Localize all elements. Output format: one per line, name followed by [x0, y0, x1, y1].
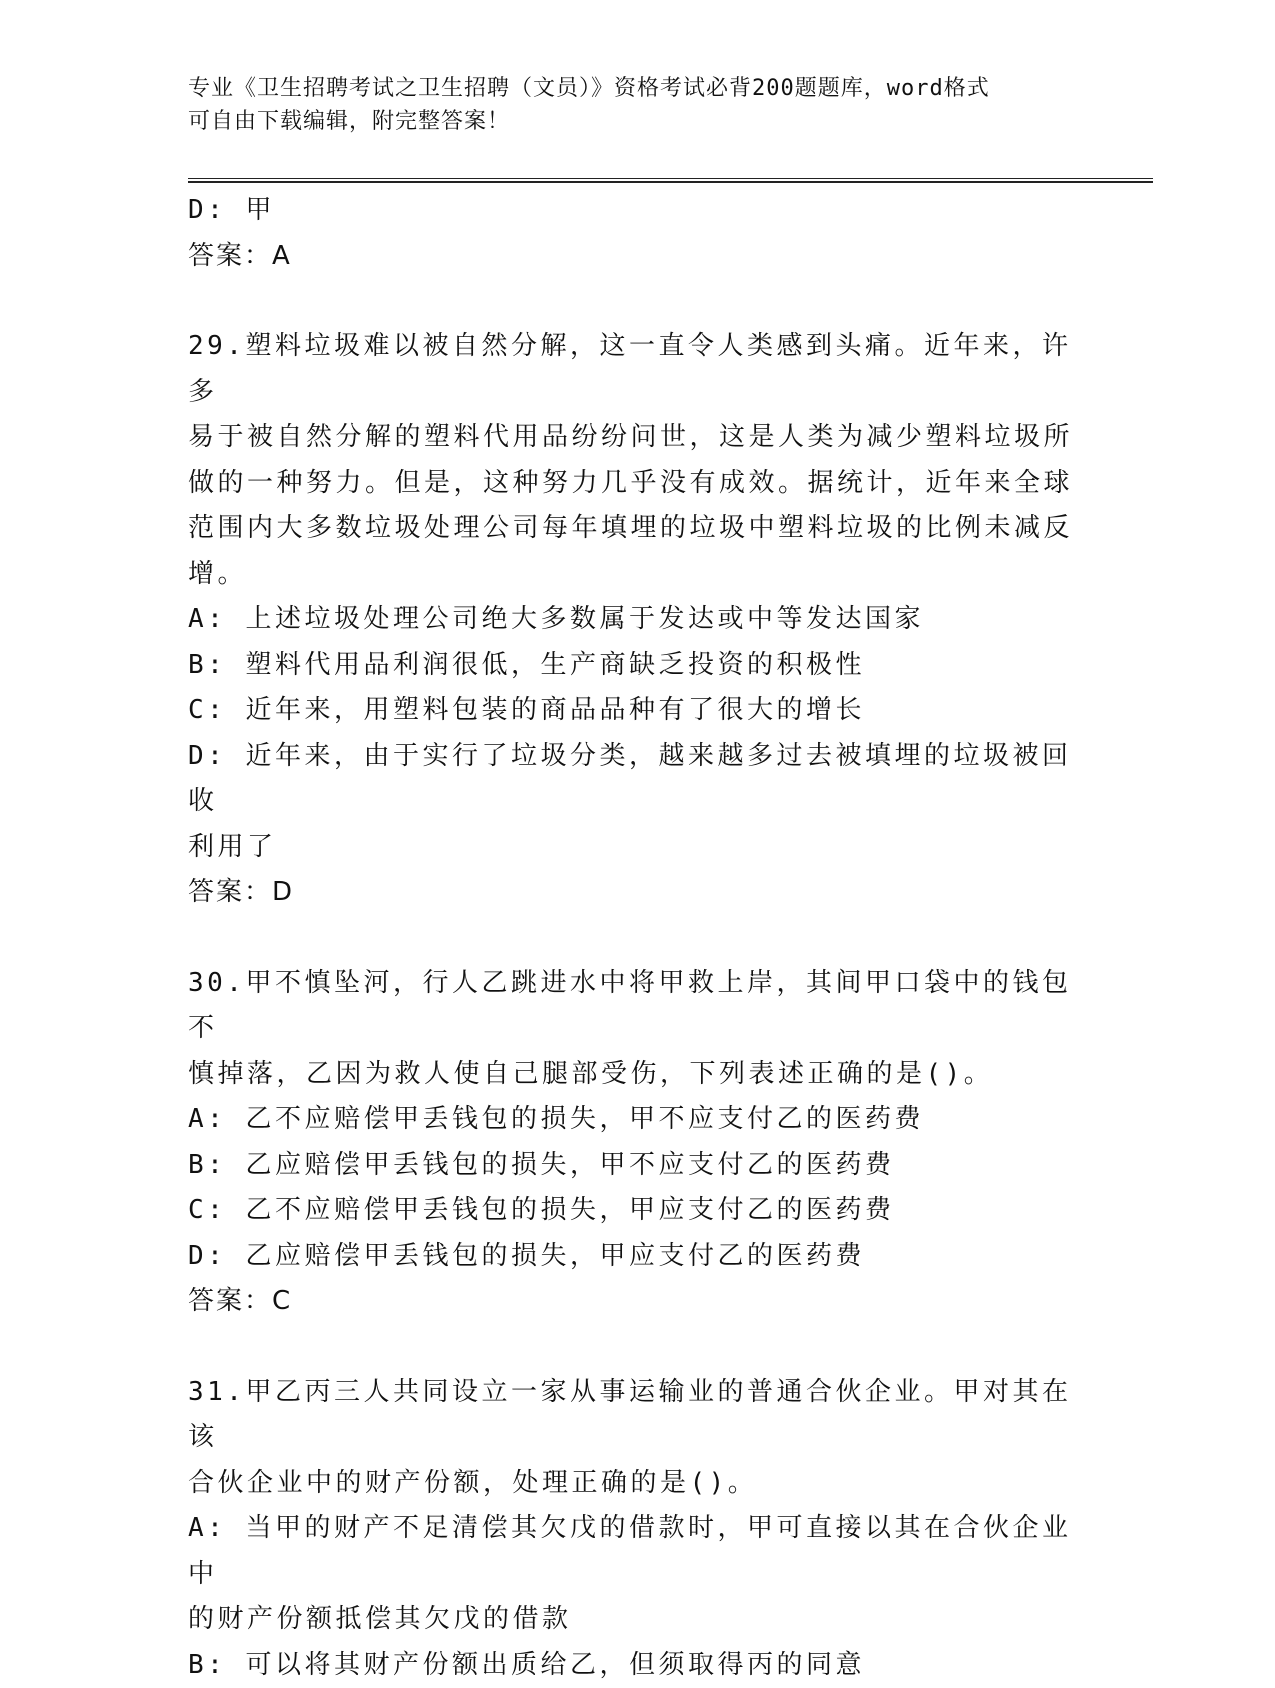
question-stem-line: 做的一种努力。但是，这种努力几乎没有成效。据统计，近年来全球: [188, 461, 1078, 507]
question-stem-line: 30.甲不慎坠河，行人乙跳进水中将甲救上岸，其间甲口袋中的钱包不: [188, 961, 1078, 1052]
header-line-1: 专业《卫生招聘考试之卫生招聘（文员）》资格考试必背200题题库，word格式: [188, 72, 1068, 105]
question-30: [188, 961, 1078, 1325]
option-a: A: 上述垃圾处理公司绝大多数属于发达或中等发达国家: [188, 597, 1078, 643]
question-stem-line: 易于被自然分解的塑料代用品纷纷问世，这是人类为减少塑料垃圾所: [188, 415, 1078, 461]
option-a-continued: 的财产份额抵偿其欠戊的借款: [188, 1597, 1078, 1643]
option-b: B: 乙应赔偿甲丢钱包的损失，甲不应支付乙的医药费: [188, 1143, 1078, 1189]
header-divider-thick: [188, 181, 1153, 183]
question-stem-line: 增。: [188, 552, 1078, 598]
answer-line: 答案：A: [188, 234, 1078, 280]
question-stem-line: 慎掉落，乙因为救人使自己腿部受伤，下列表述正确的是()。: [188, 1052, 1078, 1098]
question-31: [188, 1370, 1078, 1688]
spacer: [188, 916, 1078, 961]
spacer: [188, 279, 1078, 324]
option-a: A: 乙不应赔偿甲丢钱包的损失，甲不应支付乙的医药费: [188, 1097, 1078, 1143]
question-stem-line: 范围内大多数垃圾处理公司每年填埋的垃圾中塑料垃圾的比例未减反: [188, 506, 1078, 552]
question-28-tail: [188, 188, 1078, 279]
header-divider-thin: [188, 178, 1153, 179]
question-stem-line: 合伙企业中的财产份额，处理正确的是()。: [188, 1461, 1078, 1507]
option-a: A: 当甲的财产不足清偿其欠戊的借款时，甲可直接以其在合伙企业中: [188, 1506, 1078, 1597]
question-stem-line: 31.甲乙丙三人共同设立一家从事运输业的普通合伙企业。甲对其在该: [188, 1370, 1078, 1461]
option-d: D: 乙应赔偿甲丢钱包的损失，甲应支付乙的医药费: [188, 1234, 1078, 1280]
option-c: C: 乙不应赔偿甲丢钱包的损失，甲应支付乙的医药费: [188, 1188, 1078, 1234]
answer-line: 答案：C: [188, 1279, 1078, 1325]
document-header: [188, 72, 1068, 138]
header-line-2: 可自由下载编辑，附完整答案！: [188, 105, 1068, 138]
question-stem-line: 29.塑料垃圾难以被自然分解，这一直令人类感到头痛。近年来，许多: [188, 324, 1078, 415]
option-d: D: 甲: [188, 188, 1078, 234]
option-d: D: 近年来，由于实行了垃圾分类，越来越多过去被填埋的垃圾被回收: [188, 734, 1078, 825]
document-body: [188, 188, 1078, 1688]
option-b: B: 塑料代用品利润很低，生产商缺乏投资的积极性: [188, 643, 1078, 689]
question-29: [188, 324, 1078, 916]
option-b: B: 可以将其财产份额出质给乙，但须取得丙的同意: [188, 1643, 1078, 1688]
option-c: C: 近年来，用塑料包装的商品品种有了很大的增长: [188, 688, 1078, 734]
option-d-continued: 利用了: [188, 825, 1078, 871]
spacer: [188, 1325, 1078, 1370]
answer-line: 答案：D: [188, 870, 1078, 916]
